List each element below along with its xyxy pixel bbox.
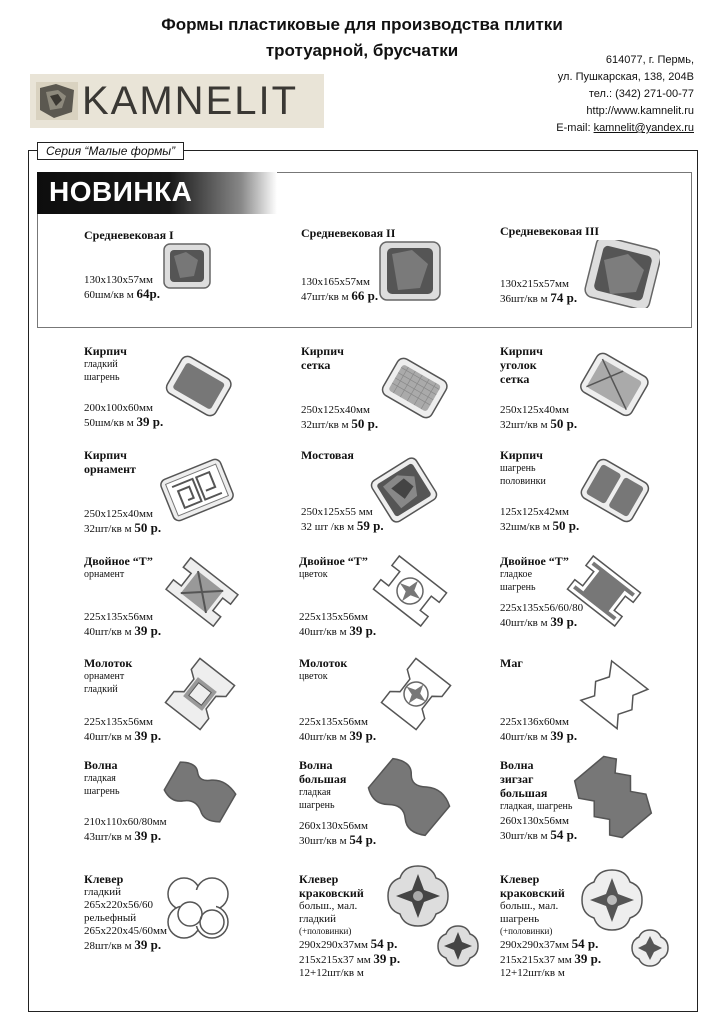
product-mag <box>500 656 577 744</box>
product-dvoynoe-t-ornament <box>84 554 161 639</box>
tile-dvoynoe-t-tsvetok-image <box>370 548 450 634</box>
tile-srednevekovaya-3-image <box>584 240 660 308</box>
product-price: 50 р. <box>550 416 578 431</box>
tile-kirpich-ornament-image <box>157 452 237 528</box>
product-variant: орнамент <box>84 671 125 682</box>
product-name: Маг <box>500 656 523 670</box>
product-dvoynoe-t-tsvetok <box>299 554 376 639</box>
product-kirpich-polovinki <box>500 448 579 534</box>
product-qty: 47шт/кв м <box>301 291 352 303</box>
product-qty-row <box>84 729 161 744</box>
product-price: 64р. <box>136 286 160 301</box>
tile-klever-krakovskiy-shagren-image <box>572 862 672 972</box>
product-qty: 60шм/кв м <box>84 289 137 301</box>
product-variant: шагрень <box>84 786 120 797</box>
website-link[interactable]: http://www.kamnelit.ru <box>586 105 694 117</box>
product-qty-row <box>299 624 376 639</box>
product-size: 125х125х42мм <box>500 506 569 518</box>
product-variant: (+половинки) <box>500 926 553 936</box>
product-size: 290х290х37мм <box>500 939 569 951</box>
product-variant: гладкий <box>84 359 118 370</box>
tile-kirpich-gladkiy-image <box>158 344 236 426</box>
product-name: Волна <box>84 758 118 772</box>
product-size: 265х220х45/60мм <box>84 925 167 937</box>
product-price-2: 39 р. <box>574 951 602 966</box>
tile-volna-zigzag-image <box>568 752 658 842</box>
product-price-2: 39 р. <box>373 951 401 966</box>
product-size: 225х135х56/60/80 <box>500 602 584 614</box>
tile-mostovaya-image <box>366 444 442 536</box>
product-size: 225х135х56мм <box>299 611 368 623</box>
product-price: 54 р. <box>550 827 578 842</box>
product-size: 250х125х55 мм <box>301 506 373 518</box>
product-price: 39 р. <box>349 728 377 743</box>
product-qty: 30шт/кв м <box>500 830 551 842</box>
product-qty: 50шм/кв м <box>84 417 137 429</box>
tile-klever-image <box>156 866 240 950</box>
product-variant: шагрень <box>500 913 540 925</box>
new-banner-label: НОВИНКА <box>49 176 193 207</box>
product-name: Двойное “Т” <box>500 554 569 568</box>
product-price: 39 р. <box>550 728 578 743</box>
product-qty: 40шт/кв м <box>299 626 350 638</box>
product-variant: шагрень <box>299 800 335 811</box>
product-price: 54 р. <box>571 936 599 951</box>
product-name: Средневековая I <box>84 228 174 242</box>
product-qty: 32шт/кв м <box>500 419 551 431</box>
series-label: Серия “Малые формы” <box>37 142 184 160</box>
product-kirpich-ornament <box>84 448 161 536</box>
product-price: 66 р. <box>351 288 379 303</box>
product-size: 130х165х57мм <box>301 276 370 288</box>
product-size: 225х136х60мм <box>500 716 569 728</box>
email-row <box>556 120 694 137</box>
product-name: Кирпич <box>84 448 127 462</box>
title-line-1: Формы пластиковые для производства плитки <box>161 15 563 34</box>
product-srednevekovaya-1 <box>84 228 174 302</box>
product-qty: 32шт/кв м <box>301 419 352 431</box>
email-label: E-mail: <box>556 122 594 134</box>
product-price: 39 р. <box>134 728 162 743</box>
product-name-line-2: орнамент <box>84 462 136 476</box>
product-qty: 28шт/кв м <box>84 940 135 952</box>
phone: тел.: (342) 271-00-77 <box>588 88 694 100</box>
product-qty-row <box>84 415 163 430</box>
product-kirpich-setka <box>301 344 378 432</box>
product-price: 50 р. <box>552 518 580 533</box>
product-variant: больш., мал. <box>500 900 559 912</box>
tile-volna-bolshaya-image <box>364 752 454 842</box>
product-molotok-tsvetok <box>299 656 376 744</box>
product-name-line-3: сетка <box>500 372 530 386</box>
email-link[interactable]: kamnelit@yandex.ru <box>593 122 694 134</box>
product-qty-row <box>500 417 577 432</box>
product-price: 39 р. <box>136 414 164 429</box>
product-price: 50 р. <box>134 520 162 535</box>
address-line-2: ул. Пушкарская, 138, 204В <box>557 71 694 83</box>
product-name: Клевер <box>84 872 124 886</box>
contacts-block <box>556 52 694 137</box>
product-size-2: 215х215х37 мм <box>500 954 572 966</box>
product-name: Мостовая <box>301 448 354 462</box>
tile-srednevekovaya-2-image <box>378 240 442 302</box>
tile-kirpich-polovinki-image <box>574 448 654 532</box>
product-name-line-2: большая <box>299 772 347 786</box>
product-size: 290х290х37мм <box>299 939 368 951</box>
product-size: 225х135х56мм <box>299 716 368 728</box>
product-qty-row <box>84 829 167 844</box>
product-name: Кирпич <box>301 344 344 358</box>
product-variant: гладкий <box>84 684 118 695</box>
tile-kirpich-setka-image <box>374 346 452 428</box>
product-size: 260х130х56мм <box>500 815 569 827</box>
product-qty: 40шт/кв м <box>84 731 135 743</box>
logo-stone-icon <box>36 82 78 120</box>
product-name: Молоток <box>84 656 133 670</box>
product-qty: 30шт/кв м <box>299 835 350 847</box>
product-name: Средневековая II <box>301 226 396 240</box>
product-qty-row <box>301 417 378 432</box>
product-name: Двойное “Т” <box>84 554 153 568</box>
product-qty-row <box>84 624 161 639</box>
product-size: 265х220х56/60 <box>84 899 154 911</box>
product-qty: 40шт/кв м <box>299 731 350 743</box>
product-qty-row <box>84 521 161 536</box>
product-variant: гладкий <box>299 913 337 925</box>
product-name: Кирпич <box>84 344 127 358</box>
tile-mag-image <box>574 654 656 734</box>
product-variant: (+половинки) <box>299 926 352 936</box>
product-name: Средневековая III <box>500 224 600 238</box>
address-line-1: 614077, г. Пермь, <box>605 54 694 66</box>
product-name: Молоток <box>299 656 348 670</box>
product-price: 50 р. <box>351 416 379 431</box>
product-qty-row <box>500 828 577 843</box>
product-klever <box>84 872 167 953</box>
product-volna-zigzag <box>500 758 577 843</box>
product-qty: 40шт/кв м <box>500 731 551 743</box>
tile-molotok-ornament-image <box>162 652 238 736</box>
product-qty-row <box>84 287 174 302</box>
product-variant: гладкое <box>500 569 533 580</box>
tile-dvoynoe-t-gladkoe-image <box>564 548 644 634</box>
product-price: 59 р. <box>356 518 384 533</box>
product-variant: больш., мал. <box>299 900 358 912</box>
product-name-line-2: сетка <box>301 358 331 372</box>
product-variant: шагрень <box>500 582 536 593</box>
product-price: 39 р. <box>134 937 162 952</box>
product-volna <box>84 758 167 844</box>
product-qty: 40шт/кв м <box>500 617 551 629</box>
product-size: 200х100х60мм <box>84 402 153 414</box>
product-variant: рельефный <box>84 912 137 924</box>
product-qty: 32 шт /кв м <box>301 521 357 533</box>
product-qty: 43шт/кв м <box>84 831 135 843</box>
product-qty: 12+12шт/кв м <box>500 967 565 979</box>
tile-srednevekovaya-1-image <box>162 242 212 290</box>
product-size: 260х130х56мм <box>299 820 368 832</box>
product-qty-row <box>84 938 167 953</box>
product-name-line-2: зигзаг <box>500 772 534 786</box>
product-variant: гладкая, шагрень <box>500 801 573 812</box>
logo-text: KAMNELIT <box>82 78 299 123</box>
product-size-2: 215х215х37 мм <box>299 954 371 966</box>
product-qty-row <box>500 519 579 534</box>
product-variant: гладкий <box>84 886 122 898</box>
product-name: Волна <box>299 758 333 772</box>
product-name: Двойное “Т” <box>299 554 368 568</box>
product-variant: шагрень <box>500 463 536 474</box>
product-variant: гладкая <box>299 787 331 798</box>
product-size: 130х215х57мм <box>500 278 569 290</box>
product-price: 54 р. <box>349 832 377 847</box>
product-variant: цветок <box>299 671 328 682</box>
product-size: 225х135х56мм <box>84 611 153 623</box>
product-name: Волна <box>500 758 534 772</box>
new-banner <box>37 172 277 214</box>
product-size: 250х125х40мм <box>84 508 153 520</box>
product-name-line-2: краковский <box>500 886 565 900</box>
product-variant: орнамент <box>84 569 125 580</box>
product-qty-row <box>299 729 376 744</box>
product-name-line-2: краковский <box>299 886 364 900</box>
product-variant: гладкая <box>84 773 116 784</box>
product-price: 39 р. <box>550 614 578 629</box>
product-variant: шагрень <box>84 372 120 383</box>
product-qty: 32шм/кв м <box>500 521 553 533</box>
tile-dvoynoe-t-ornament-image <box>162 550 242 634</box>
product-name: Кирпич <box>500 344 543 358</box>
product-size: 250х125х40мм <box>500 404 569 416</box>
product-size: 130х130х57мм <box>84 274 153 286</box>
kamnelit-logo <box>30 74 324 128</box>
product-qty: 12+12шт/кв м <box>299 967 364 979</box>
product-qty-row <box>500 729 577 744</box>
title-line-2: тротуарной, брусчатки <box>265 41 459 60</box>
product-size: 210х110х60/80мм <box>84 816 167 828</box>
product-variant: цветок <box>299 569 328 580</box>
product-qty: 32шт/кв м <box>84 523 135 535</box>
product-size: 250х125х40мм <box>301 404 370 416</box>
tile-volna-image <box>160 756 240 828</box>
product-kirpich-gladkiy <box>84 344 163 430</box>
product-price: 39 р. <box>134 623 162 638</box>
product-price: 39 р. <box>134 828 162 843</box>
tile-molotok-tsvetok-image <box>378 652 454 736</box>
tile-klever-krakovskiy-gladkiy-image <box>384 862 484 972</box>
product-kirpich-ugolok-setka <box>500 344 577 432</box>
product-qty: 40шт/кв м <box>84 626 135 638</box>
product-size: 225х135х56мм <box>84 716 153 728</box>
product-name: Клевер <box>299 872 339 886</box>
product-molotok-ornament <box>84 656 161 744</box>
product-name: Клевер <box>500 872 540 886</box>
product-variant: половинки <box>500 476 546 487</box>
tile-kirpich-ugolok-setka-image <box>572 340 656 426</box>
product-name-line-3: большая <box>500 786 548 800</box>
product-name: Кирпич <box>500 448 543 462</box>
product-qty: 36шт/кв м <box>500 293 551 305</box>
product-price: 54 р. <box>370 936 398 951</box>
product-name-line-2: уголок <box>500 358 537 372</box>
product-price: 74 р. <box>550 290 578 305</box>
product-price: 39 р. <box>349 623 377 638</box>
